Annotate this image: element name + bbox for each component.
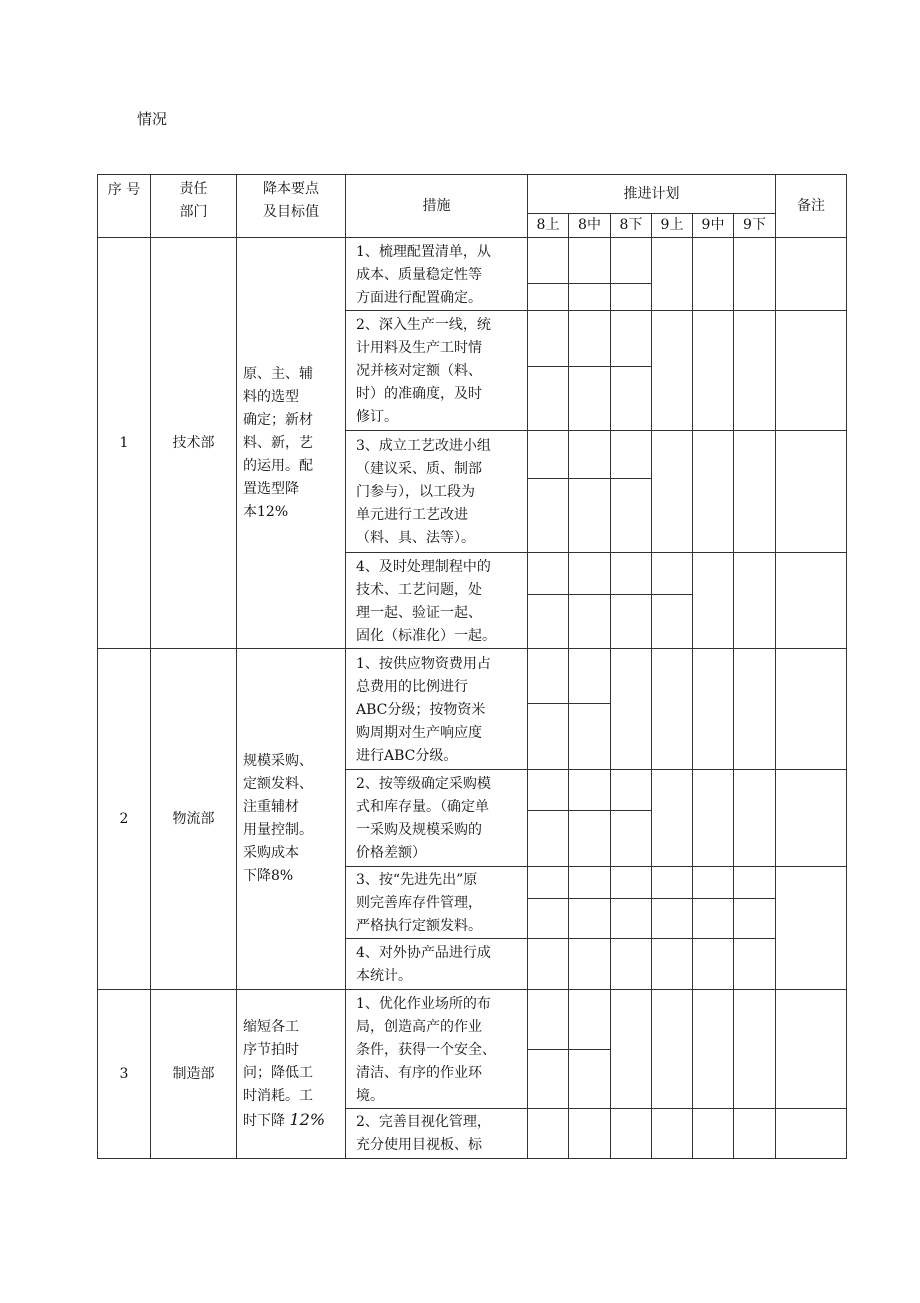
period-9-late: 9下 [734,214,776,238]
seq-cell: 3 [98,990,151,1159]
measure-cell: 2、按等级确定采购模 式和库存量。（确定单 一采购及规模采购的 价格差额） [346,770,528,867]
seq-cell: 2 [98,649,151,990]
header-remark: 备注 [776,175,847,238]
header-dept: 责任 部门 [151,175,237,238]
measure-cell: 1、优化作业场所的布 局，创造高产的作业 条件，获得一个安全、 清洁、有序的作业环 境。 [346,990,528,1109]
header-plan: 推进计划 [528,175,776,214]
dept-cell: 物流部 [151,649,237,990]
header-measure: 措施 [346,175,528,238]
measure-cell: 1、梳理配置清单，从 成本、质量稳定性等 方面进行配置确定。 [346,238,528,311]
remark-cell [776,649,847,770]
goal-cell [237,990,346,1159]
period-8-mid: 8中 [569,214,611,238]
remark-cell [776,238,847,311]
measure-cell: 4、及时处理制程中的 技术、工艺问题，处 理一起、验证一起、 固化（标准化）一起。 [346,553,528,649]
dept-cell: 制造部 [151,990,237,1159]
seq-cell: 1 [98,238,151,649]
dept-cell: 技术部 [151,238,237,649]
goal-cell: 原、主、辅 料的选型 确定；新材 料、新，艺 的运用。配 置选型降 本12% [237,238,346,649]
goal-text: 缩短各工 序节拍时 问；降低工 时消耗。工 时下降 [243,1018,313,1129]
period-9-mid: 9中 [693,214,734,238]
period-8-late: 8下 [611,214,652,238]
goal-percent: 12% [289,1109,326,1129]
remark-cell [776,990,847,1109]
header-goal: 降本要点 及目标值 [237,175,346,238]
remark-cell [776,311,847,431]
remark-cell [776,770,847,867]
remark-cell [776,1109,847,1159]
measure-cell: 1、按供应物资费用占 总费用的比例进行 ABC分级；按物资米 购周期对生产响应度 进行ABC分级。 [346,649,528,770]
measure-cell: 2、完善目视化管理， 充分使用目视板、标 [346,1109,528,1159]
period-9-early: 9上 [652,214,693,238]
header-seq: 序 号 [98,175,151,238]
period-8-early: 8上 [528,214,569,238]
remark-cell [776,553,847,649]
cost-reduction-table [97,174,847,1159]
remark-cell [776,867,847,990]
goal-cell: 规模采购、 定额发料、 注重辅材 用量控制。 采购成本 下降8% [237,649,346,990]
measure-cell: 3、成立工艺改进小组 （建议采、质、制部 门参与），以工段为 单元进行工艺改进 （料、具、法等）。 [346,431,528,553]
measure-cell: 3、按“先进先出”原 则完善库存件管理， 严格执行定额发料。 [346,867,528,939]
remark-cell [776,431,847,553]
measure-cell: 4、对外协产品进行成 本统计。 [346,939,528,990]
measure-cell: 2、深入生产一线，统 计用料及生产工时情 况并核对定额（料、 时）的准确度，及时 修订。 [346,311,528,431]
page-heading: 情况 [137,110,168,128]
